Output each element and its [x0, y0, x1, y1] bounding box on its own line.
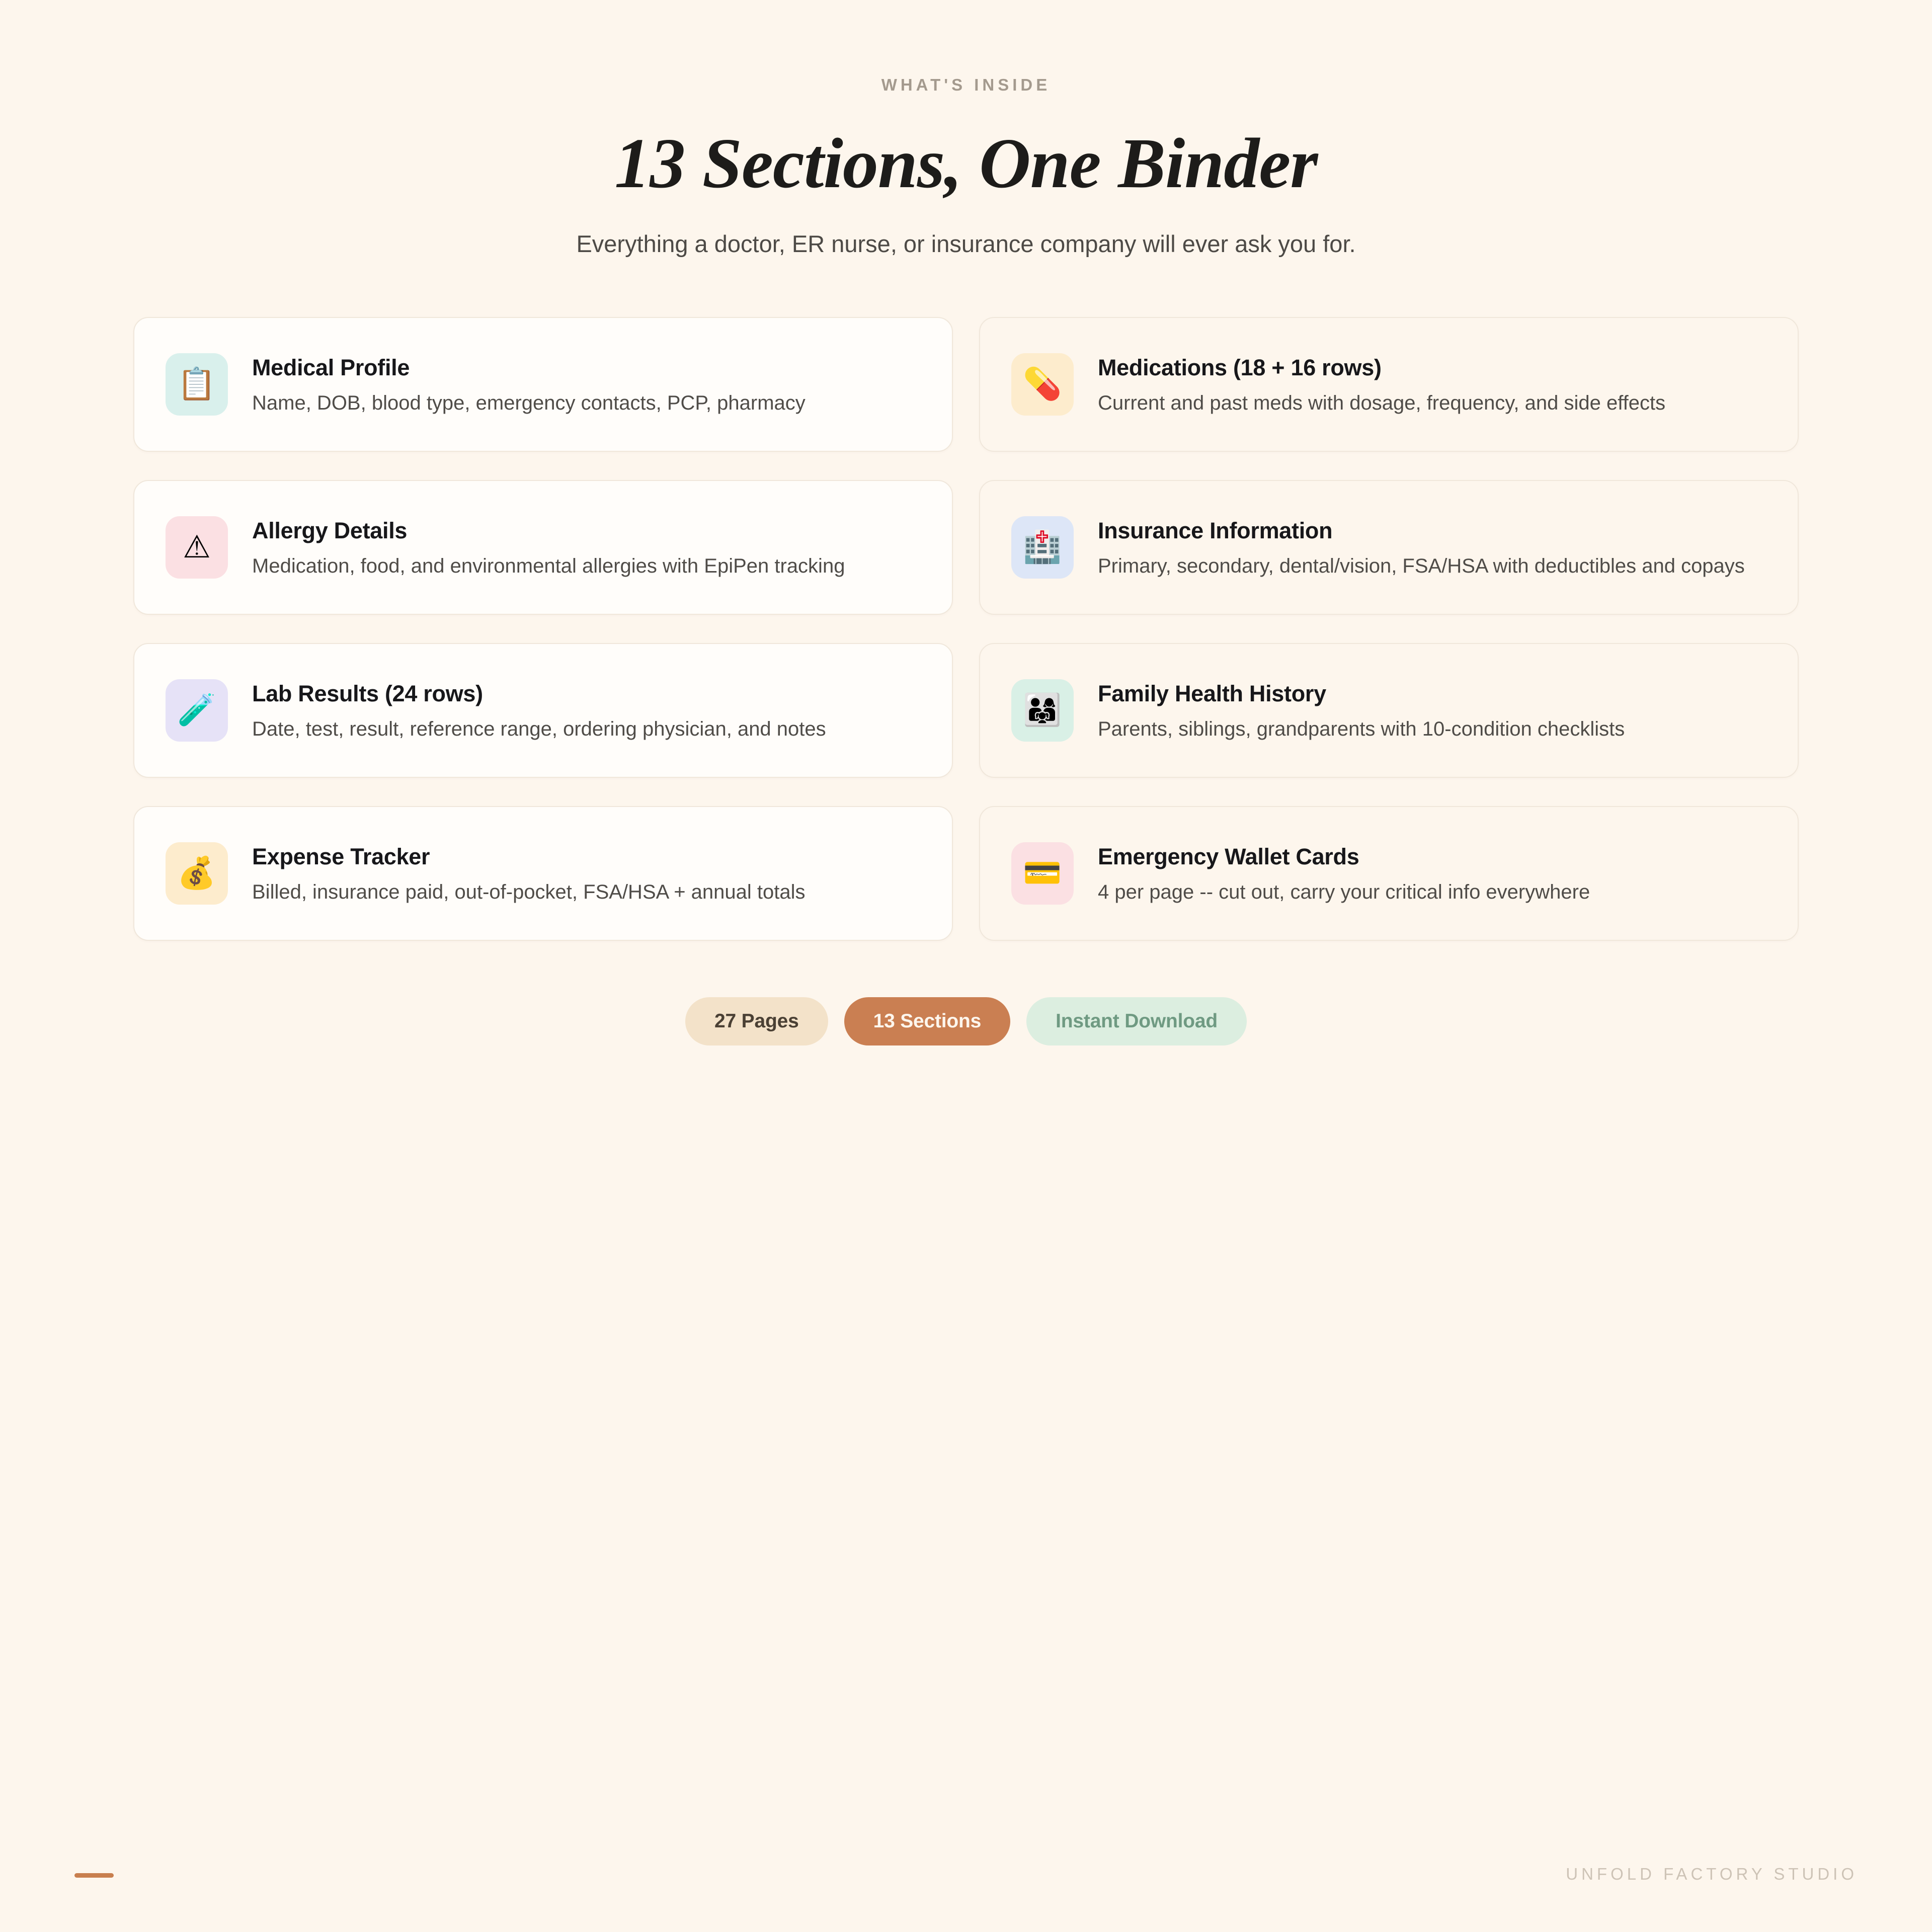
warning-icon: ⚠: [166, 516, 228, 579]
card-description: Parents, siblings, grandparents with 10-condition checklists: [1098, 717, 1625, 740]
card-description: Name, DOB, blood type, emergency contacts, PCP, pharmacy: [252, 391, 806, 414]
money-bag-icon: 💰: [166, 842, 228, 905]
section-card-allergy-details[interactable]: [133, 480, 953, 615]
card-title: Expense Tracker: [252, 843, 430, 869]
card-title: Lab Results (24 rows): [252, 680, 483, 706]
section-card-insurance-information[interactable]: [979, 480, 1799, 615]
test-tube-icon: 🧪: [166, 679, 228, 742]
card-text: [252, 844, 806, 904]
section-header: [0, 0, 1932, 258]
section-card-emergency-wallet-cards[interactable]: [979, 806, 1799, 941]
badge-sections: 13 Sections: [844, 997, 1011, 1045]
card-title: Emergency Wallet Cards: [1098, 843, 1359, 869]
card-description: 4 per page -- cut out, carry your critical info everywhere: [1098, 880, 1590, 903]
card-text: [252, 518, 845, 578]
card-description: Primary, secondary, dental/vision, FSA/HSA with deductibles and copays: [1098, 554, 1745, 577]
footer-brand: UNFOLD FACTORY STUDIO: [1566, 1865, 1858, 1883]
card-description: Billed, insurance paid, out-of-pocket, FSA/HSA + annual totals: [252, 880, 806, 903]
clipboard-icon: 📋: [166, 353, 228, 416]
card-text: [1098, 518, 1745, 578]
section-card-family-health-history[interactable]: [979, 643, 1799, 778]
section-card-expense-tracker[interactable]: [133, 806, 953, 941]
section-card-lab-results[interactable]: [133, 643, 953, 778]
card-title: Family Health History: [1098, 680, 1326, 706]
card-description: Medication, food, and environmental allergies with EpiPen tracking: [252, 554, 845, 577]
card-text: [252, 681, 826, 741]
footer-rule: [74, 1873, 114, 1878]
wallet-card-icon: 💳: [1011, 842, 1074, 905]
section-card-medications[interactable]: [979, 317, 1799, 452]
card-title: Medications (18 + 16 rows): [1098, 354, 1382, 380]
hospital-icon: 🏥: [1011, 516, 1074, 579]
eyebrow-label: WHAT'S INSIDE: [881, 75, 1051, 94]
card-title: Medical Profile: [252, 354, 410, 380]
family-icon: 👨‍👩‍👧: [1011, 679, 1074, 742]
card-title: Allergy Details: [252, 517, 408, 543]
card-text: [1098, 844, 1590, 904]
badge-pages: 27 Pages: [685, 997, 828, 1045]
card-description: Current and past meds with dosage, frequency, and side effects: [1098, 391, 1666, 414]
badge-instant-download: Instant Download: [1026, 997, 1247, 1045]
card-text: [1098, 355, 1665, 415]
page-subtitle: Everything a doctor, ER nurse, or insurance company will ever ask you for.: [576, 230, 1356, 258]
page-title: 13 Sections, One Binder: [614, 123, 1318, 203]
card-description: Date, test, result, reference range, ordering physician, and notes: [252, 717, 826, 740]
card-text: [1098, 681, 1625, 741]
card-title: Insurance Information: [1098, 517, 1333, 543]
badge-row: [0, 997, 1932, 1045]
sections-grid: [133, 317, 1799, 941]
pill-icon: 💊: [1011, 353, 1074, 416]
card-text: [252, 355, 806, 415]
section-card-medical-profile[interactable]: [133, 317, 953, 452]
